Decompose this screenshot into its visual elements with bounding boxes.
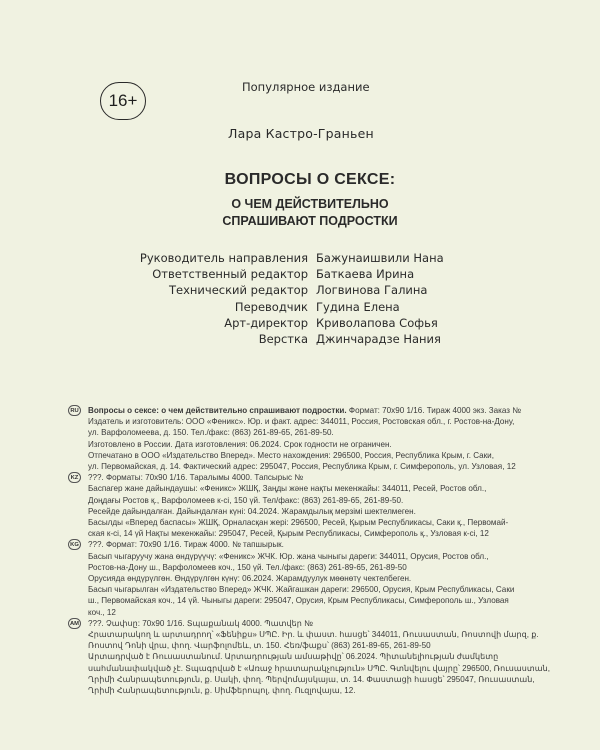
age-rating-badge: 16+ xyxy=(100,82,146,120)
imprint-line: Հրատարակող և արտադրող՝ «Ֆենիքս» ՍՊԸ. Իր. և փաստ. հասցե՝ 344011, Ռուսաստան, Ռոստովի մարզ, ք. xyxy=(88,630,539,640)
imprint-lead: ???. Չափսը: 70x90 1/16. Տպաքանակ 4000. Պատվեր № xyxy=(88,618,313,628)
author-name: Лара Кастро-Граньен xyxy=(228,126,374,141)
imprint-line: ская к-сі, 14 үй Нақты мекенжайы: 295047, Ресей, Қырым Республикасы, Симферополь қ., Узловая к-сі, 12 xyxy=(88,529,489,539)
imprint-lead-rest: Формат: 70x90 1/16. Тираж 4000 экз. Заказ № xyxy=(346,406,521,415)
subtitle-line: О ЧЕМ ДЕЙСТВИТЕЛЬНО xyxy=(231,197,389,211)
imprint-block-am xyxy=(68,618,568,696)
imprint-line: Издатель и изготовитель: ООО «Феникс». Юр. и факт. адрес: 344011, Россия, Ростовская обл., г. Ростов-на-Дону, xyxy=(88,417,515,427)
credit-row xyxy=(100,282,520,298)
imprint-line: Ресейде дайындалған. Дайындалған күні: 04.2024. Жарамдылық мерзімі шектелмеген. xyxy=(88,506,416,516)
imprint-line: Ռոստով Դոնի վրա, փող. Վարֆոլոմեև, տ. 150. Հեռ/ֆաքս՝ (863) 261-89-65, 261-89-50 xyxy=(88,641,431,651)
language-badge-am: AM xyxy=(68,618,81,629)
imprint-block-ru xyxy=(68,405,568,472)
credit-role: Руководитель направления xyxy=(139,251,308,265)
language-badge-kz: KZ xyxy=(68,472,81,483)
edition-label: Популярное издание xyxy=(242,80,370,94)
credit-role: Технический редактор xyxy=(169,283,308,298)
subtitle-line: СПРАШИВАЮТ ПОДРОСТКИ xyxy=(222,214,398,228)
imprint-line: Орусияда өндүрүлгөн. Өндүрүлгөн күнү: 06.2024. Жарамдуулук мөөнөтү чектелбеген. xyxy=(88,574,412,584)
credit-row xyxy=(100,331,520,347)
credit-name: Джинчарадзе Нания xyxy=(316,331,441,346)
imprint-line: Ղրիմի Հանրապետություն, ք. Սիմֆերոպոլ, փող. Ուզլովայա, 12. xyxy=(88,686,356,696)
imprint-line: Отпечатано в ООО «Издательство Вперед». Место нахождения: 296500, Россия, Республика Крым, г. Саки, xyxy=(88,450,494,460)
credit-row xyxy=(100,250,520,266)
credit-role: Верстка xyxy=(258,331,308,346)
imprint-line: ул. Первомайская, д. 14. Фактический адрес: 295047, Россия, Республика Крым, г. Симферополь, ул. Узловая, 12 xyxy=(88,462,516,472)
imprint-line: Басылды «Вперед баспасы» ЖШҚ, Орналасқан жері: 296500, Ресей, Қырым Республикасы, Саки қ., Первомай- xyxy=(88,518,509,528)
imprint-line: Басып чыгаруучу жана өндүрүүчү: «Феникс» ЖЧК. Юр. жана чыныгы дареги: 344011, Орусия, Ростов обл., xyxy=(88,551,489,561)
imprint-line: коч., 12 xyxy=(88,607,116,617)
imprint-line: ул. Варфоломеева, д. 150. Тел./факс: (863) 261-89-65, 261-89-50. xyxy=(88,428,334,438)
credit-role: Ответственный редактор xyxy=(152,267,308,282)
credit-role: Арт-директор xyxy=(224,315,308,330)
imprint-line: Доңдағы Ростов қ., Варфоломеев к-сі, 150 үй. Тел/факс: (863) 261-89-65, 261-89-50. xyxy=(88,495,404,505)
credit-row xyxy=(100,299,520,315)
imprint-line: Изготовлено в России. Дата изготовления: 06.2024. Срок годности не ограничен. xyxy=(88,439,392,449)
language-badge-ru: RU xyxy=(68,405,81,416)
imprint-line: Ростов-на-Дону ш., Варфоломеев коч., 150 үй. Тел./факс: (863) 261-89-65, 261-89-50 xyxy=(88,562,407,572)
credit-name: Гудина Елена xyxy=(316,299,400,314)
imprint-line: ш., Первомайская коч., 14 үй. Чыныгы дареги: 295047, Орусия, Крым Республикасы, Симферополь ш., Узловая xyxy=(88,596,509,606)
imprint-lead xyxy=(88,405,568,416)
imprint-block-kz xyxy=(68,472,568,539)
imprint-line: Արտադրված է Ռուսաստանում. Արտադրության ամսաթիվը՝ 06.2024. Պիտանելիության ժամկետը xyxy=(88,652,499,662)
imprint-line: սահմանափակված չէ. Տպագրված է «Առաջ հրատարակչություն» ՍՊԸ. Գտնվելու վայրը՝ 296500, Ռուսաստան, xyxy=(88,663,551,673)
credit-name: Бажунаишвили Нана xyxy=(316,251,444,265)
imprint-line: Басып чыгарылган «Издательство Вперед» ЖЧК. Жайгашкан дареги: 296500, Орусия, Крым Республикасы, Саки xyxy=(88,585,515,595)
imprint-block-kg xyxy=(68,539,568,617)
credit-name: Логвинова Галина xyxy=(316,283,428,298)
credits-list xyxy=(100,250,520,347)
imprint-lead-title: Вопросы о сексе: о чем действительно спрашивают подростки. xyxy=(88,406,347,415)
imprint-section xyxy=(68,405,568,696)
imprint-line: Баспагер жане дайындаушы: «Феникс» ЖШҚ, Заңды және нақты мекенжайы: 344011, Ресей, Ростов обл., xyxy=(88,484,487,494)
imprint-lead: ???. Форматы: 70x90 1/16. Таралымы 4000. Тапсырыс № xyxy=(88,473,304,483)
imprint-lead: ???. Формат: 70x90 1/16. Тираж 4000. № тапшырык. xyxy=(88,540,284,550)
language-badge-kg: KG xyxy=(68,539,81,550)
book-title: ВОПРОСЫ О СЕКСЕ: xyxy=(224,171,396,188)
credit-name: Баткаева Ирина xyxy=(316,267,415,282)
credit-role: Переводчик xyxy=(234,299,308,314)
book-subtitle xyxy=(200,196,420,230)
credit-name: Криволапова Софья xyxy=(316,315,438,330)
credit-row xyxy=(100,266,520,282)
imprint-line: Ղրիմի Հանրապետություն, ք. Սակի, փող. Պերվոմայսկայա, տ. 14. Փաստացի հասցե՝ 295047, Ռուսաստան, xyxy=(88,674,535,684)
credit-row xyxy=(100,315,520,331)
